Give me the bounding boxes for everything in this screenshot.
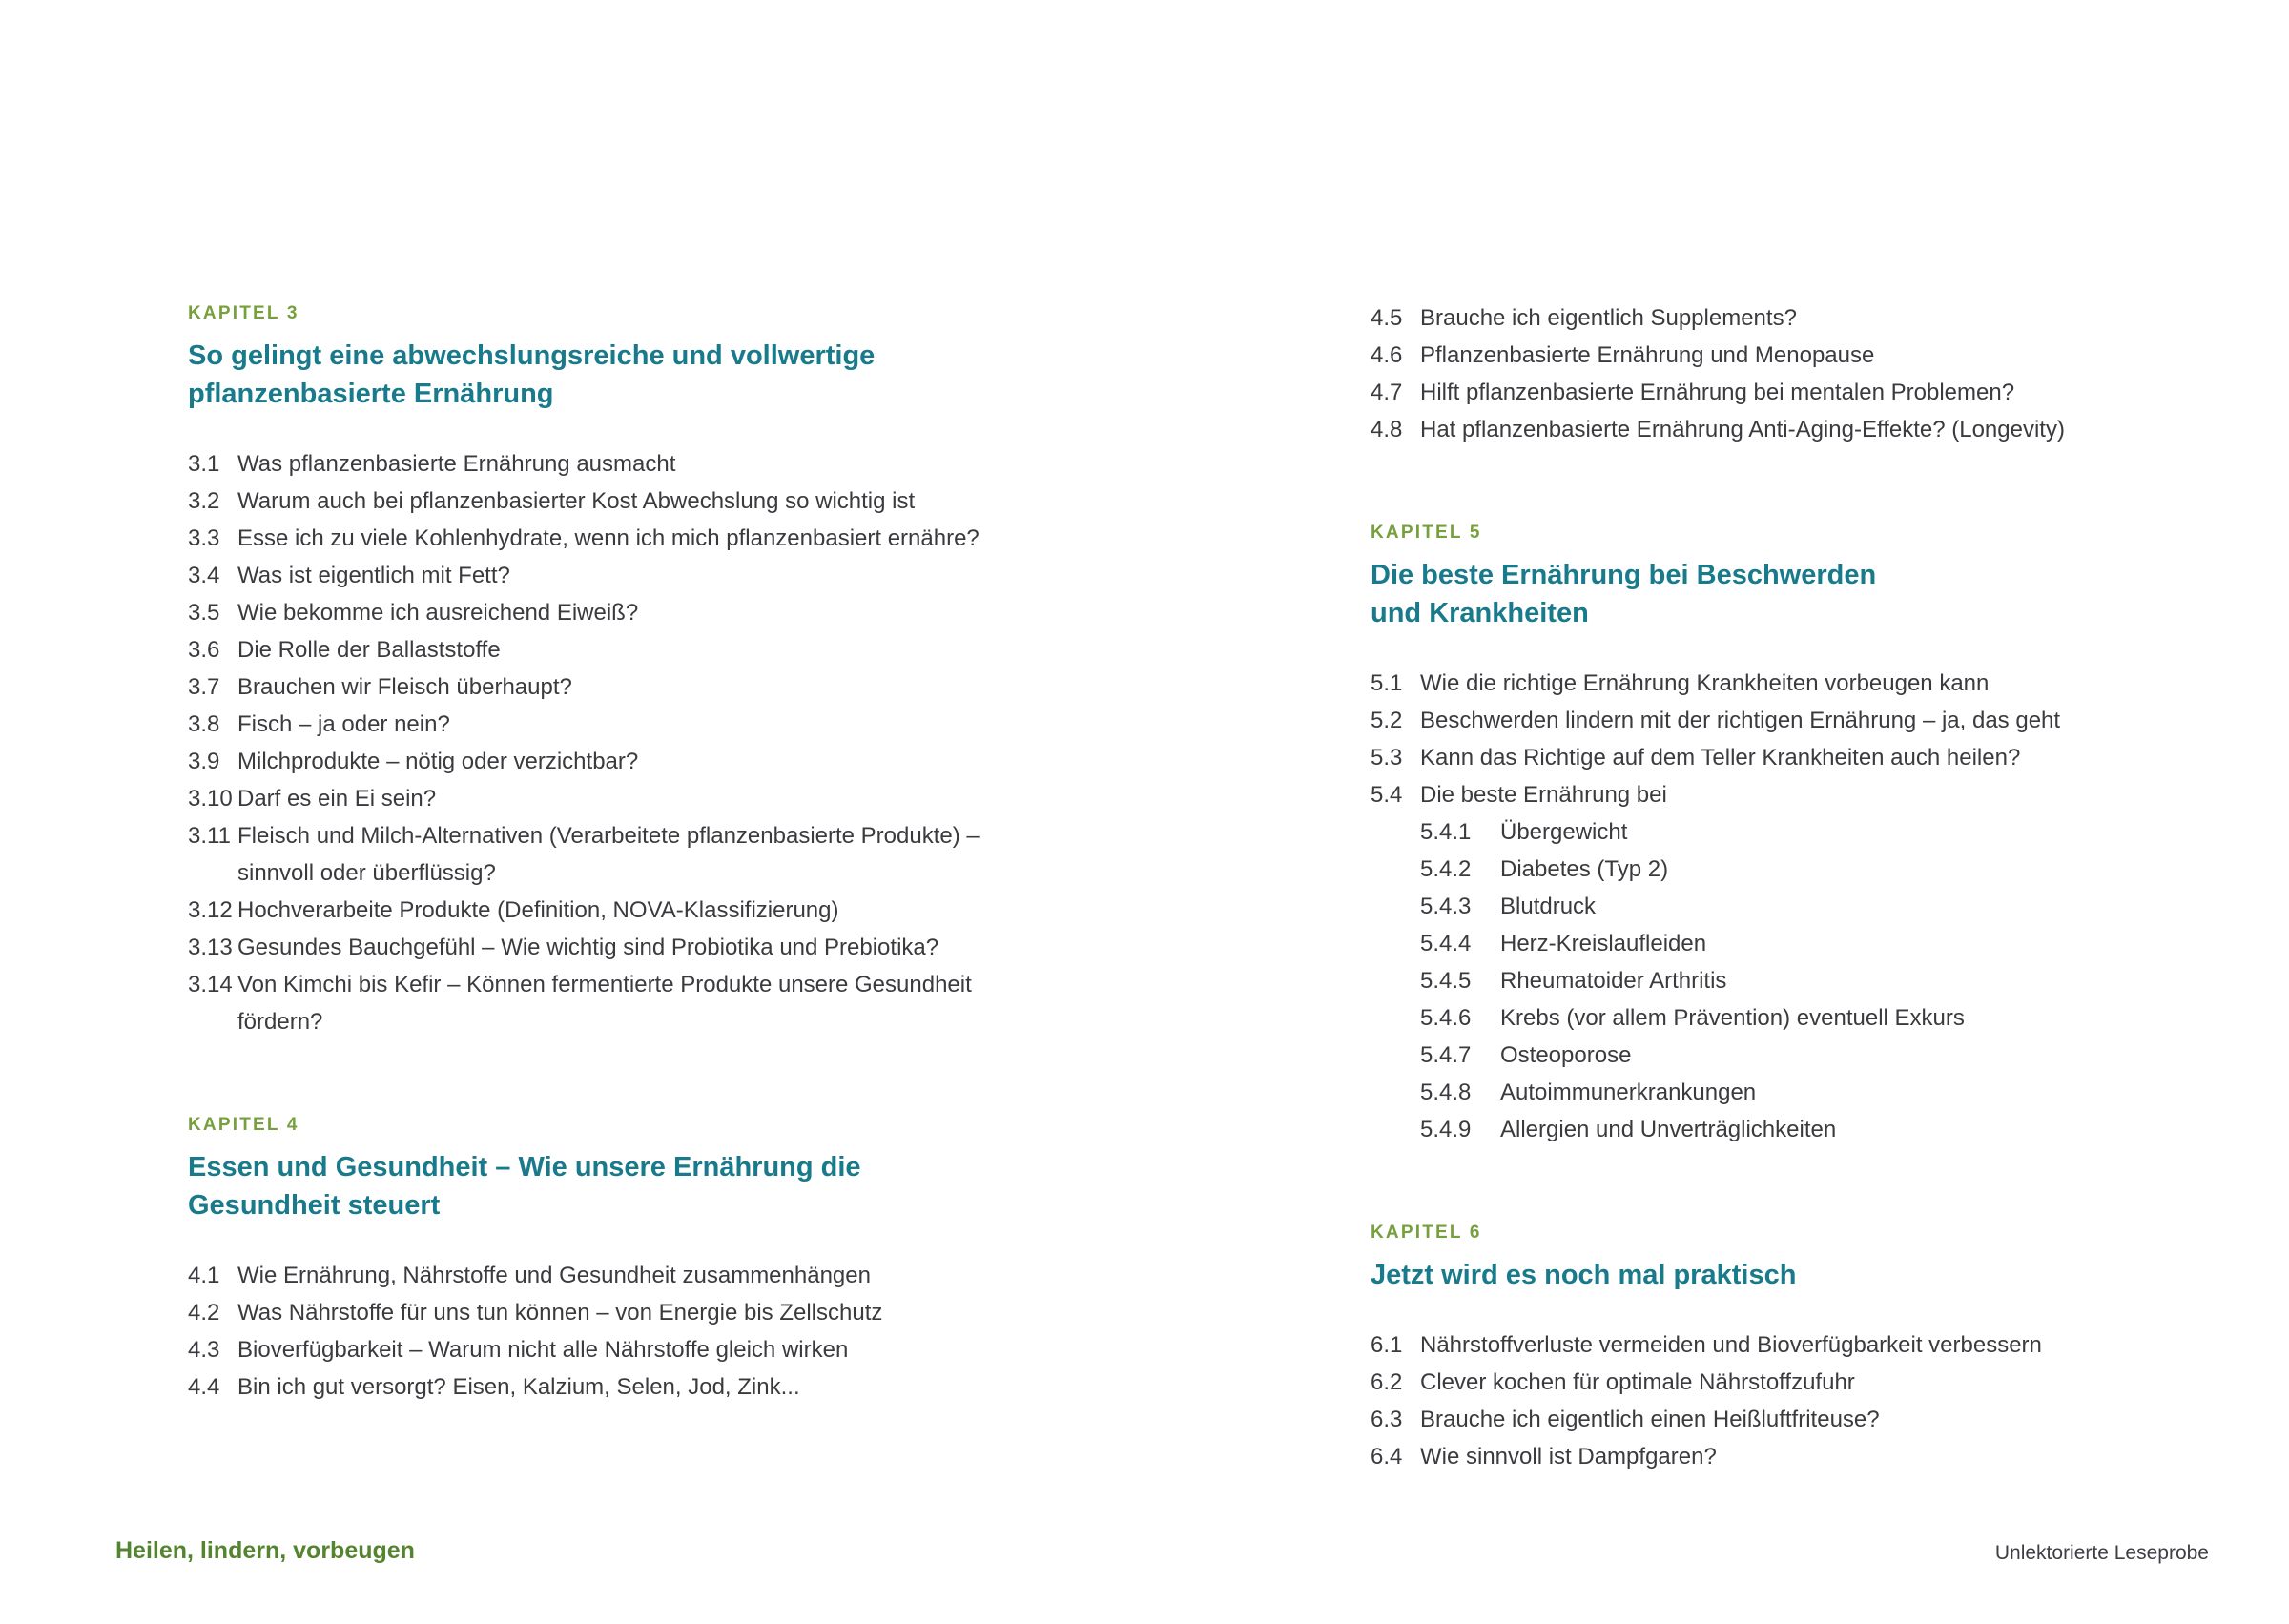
toc-item-text: Krebs (vor allem Prävention) eventuell Exkurs — [1500, 1005, 1965, 1031]
toc-item-text: Esse ich zu viele Kohlenhydrate, wenn ich mich pflanzenbasiert ernähre? — [237, 525, 980, 551]
toc-list — [188, 445, 983, 1040]
chapter-kapitel-label: KAPITEL 3 — [188, 303, 299, 323]
footer-tagline: Heilen, lindern, vorbeugen — [115, 1537, 415, 1564]
chapter-kapitel-label: KAPITEL 6 — [1371, 1223, 1482, 1243]
toc-item-number: 3.1 — [188, 451, 220, 477]
toc-item-text: Rheumatoider Arthritis — [1500, 968, 1727, 994]
chapter-title-line: pflanzenbasierte Ernährung — [188, 379, 554, 409]
toc-item-text: Pflanzenbasierte Ernährung und Menopause — [1420, 342, 1875, 368]
toc-item-text: Diabetes (Typ 2) — [1500, 856, 1669, 882]
toc-item-number: 5.4 — [1371, 782, 1403, 808]
toc-item-number: 5.4.2 — [1420, 856, 1472, 882]
toc-item — [188, 780, 983, 817]
toc-list — [1371, 665, 2134, 1148]
toc-item-text: Blutdruck — [1500, 894, 1597, 919]
toc-item — [188, 1368, 983, 1406]
toc-item-text: Herz-Kreislaufleiden — [1500, 931, 1707, 956]
toc-item — [188, 594, 983, 631]
chapter-title — [1371, 556, 2134, 632]
toc-item-number: 3.11 — [188, 823, 231, 849]
toc-item-text: Darf es ein Ei sein? — [237, 786, 437, 812]
toc-item-number: 4.1 — [188, 1263, 220, 1288]
toc-item — [1371, 962, 2134, 999]
toc-item — [1371, 999, 2134, 1037]
toc-item-text: Was ist eigentlich mit Fett? — [237, 563, 510, 588]
toc-item-text: Clever kochen für optimale Nährstoffzufuhr — [1420, 1369, 1855, 1395]
toc-item — [1371, 337, 2134, 374]
toc-item-text: Wie bekomme ich ausreichend Eiweiß? — [237, 600, 639, 626]
toc-item-number: 4.6 — [1371, 342, 1403, 368]
toc-list — [188, 1257, 983, 1406]
toc-item — [1371, 888, 2134, 925]
toc-item-text: Brauche ich eigentlich Supplements? — [1420, 305, 1797, 331]
toc-item-text: Was Nährstoffe für uns tun können – von Energie bis Zellschutz — [237, 1300, 883, 1326]
chapter-section — [1371, 519, 2134, 1148]
toc-item-number: 3.6 — [188, 637, 220, 663]
toc-list — [1371, 299, 2134, 448]
toc-item-text: Was pflanzenbasierte Ernährung ausmacht — [237, 451, 676, 477]
toc-item-text: Die beste Ernährung bei — [1420, 782, 1667, 808]
toc-item-number: 3.5 — [188, 600, 220, 626]
chapter-title-line: Gesundheit steuert — [188, 1190, 441, 1221]
toc-item — [1371, 813, 2134, 851]
toc-item — [1371, 411, 2134, 448]
toc-item — [188, 668, 983, 706]
toc-item-number: 5.4.8 — [1420, 1079, 1472, 1105]
toc-item-text: Brauche ich eigentlich einen Heißluftfriteuse? — [1420, 1407, 1880, 1432]
toc-item-text: Kann das Richtige auf dem Teller Krankheiten auch heilen? — [1420, 745, 2021, 771]
toc-item-text: Fleisch und Milch-Alternativen (Verarbeitete pflanzenbasierte Produkte) – sinnvoll oder überflüssig? — [237, 823, 980, 886]
toc-item-text: Bin ich gut versorgt? Eisen, Kalzium, Selen, Jod, Zink... — [237, 1374, 800, 1400]
chapter-title — [188, 1148, 983, 1224]
toc-item-number: 4.2 — [188, 1300, 220, 1326]
toc-item — [1371, 1401, 2134, 1438]
toc-item — [1371, 1074, 2134, 1111]
toc-item-text: Hat pflanzenbasierte Ernährung Anti-Aging-Effekte? (Longevity) — [1420, 417, 2065, 442]
toc-item — [188, 1294, 983, 1331]
toc-item — [1371, 702, 2134, 739]
toc-item-number: 5.4.3 — [1420, 894, 1472, 919]
chapter-title — [1371, 1256, 2134, 1294]
toc-item — [1371, 739, 2134, 776]
toc-item-text: Von Kimchi bis Kefir – Können fermentierte Produkte unsere Gesundheit fördern? — [237, 972, 972, 1035]
toc-item-number: 5.4.4 — [1420, 931, 1472, 956]
toc-item — [188, 1331, 983, 1368]
toc-item-number: 3.12 — [188, 897, 233, 923]
chapter-title-line: Jetzt wird es noch mal praktisch — [1371, 1260, 1797, 1290]
chapter-continuation-section — [1371, 299, 2134, 448]
toc-item-number: 3.7 — [188, 674, 220, 700]
chapter-section — [188, 1111, 983, 1406]
toc-item — [188, 445, 983, 483]
toc-item — [188, 706, 983, 743]
toc-item-number: 6.1 — [1371, 1332, 1403, 1358]
chapter-kapitel-label: KAPITEL 4 — [188, 1115, 299, 1135]
chapter-title-line: und Krankheiten — [1371, 598, 1589, 628]
toc-item-number: 6.2 — [1371, 1369, 1403, 1395]
toc-item-number: 5.4.1 — [1420, 819, 1472, 845]
toc-item — [1371, 851, 2134, 888]
toc-item-text: Hilft pflanzenbasierte Ernährung bei mentalen Problemen? — [1420, 380, 2015, 405]
toc-item-text: Osteoporose — [1500, 1042, 1632, 1068]
toc-item-number: 3.10 — [188, 786, 233, 812]
toc-item-text: Warum auch bei pflanzenbasierter Kost Abwechslung so wichtig ist — [237, 488, 916, 514]
toc-item-number: 3.14 — [188, 972, 233, 997]
toc-item-text: Nährstoffverluste vermeiden und Bioverfügbarkeit verbessern — [1420, 1332, 2042, 1358]
toc-item — [188, 557, 983, 594]
toc-item-text: Hochverarbeite Produkte (Definition, NOVA-Klassifizierung) — [237, 897, 839, 923]
toc-item-number: 3.9 — [188, 749, 220, 774]
toc-item-number: 5.4.5 — [1420, 968, 1472, 994]
toc-item-number: 5.4.7 — [1420, 1042, 1472, 1068]
toc-item — [188, 520, 983, 557]
toc-item — [188, 966, 983, 1040]
toc-item — [188, 892, 983, 929]
toc-item-number: 3.2 — [188, 488, 220, 514]
toc-item-text: Wie Ernährung, Nährstoffe und Gesundheit zusammenhängen — [237, 1263, 871, 1288]
toc-item-text: Beschwerden lindern mit der richtigen Ernährung – ja, das geht — [1420, 708, 2061, 733]
toc-column-right — [1371, 299, 2134, 1475]
toc-item — [188, 929, 983, 966]
toc-item — [1371, 1438, 2134, 1475]
toc-item-text: Allergien und Unverträglichkeiten — [1500, 1117, 1837, 1142]
toc-item-text: Gesundes Bauchgefühl – Wie wichtig sind Probiotika und Prebiotika? — [237, 935, 939, 960]
toc-item-number: 4.4 — [188, 1374, 220, 1400]
toc-item — [1371, 665, 2134, 702]
toc-item-text: Autoimmunerkrankungen — [1500, 1079, 1757, 1105]
toc-item — [188, 817, 983, 892]
toc-item-text: Brauchen wir Fleisch überhaupt? — [237, 674, 572, 700]
toc-item-number: 4.3 — [188, 1337, 220, 1363]
chapter-section — [1371, 1219, 2134, 1475]
chapter-kapitel-label: KAPITEL 5 — [1371, 523, 1482, 543]
toc-item — [1371, 1037, 2134, 1074]
toc-item-text: Bioverfügbarkeit – Warum nicht alle Nährstoffe gleich wirken — [237, 1337, 849, 1363]
toc-item-text: Wie sinnvoll ist Dampfgaren? — [1420, 1444, 1717, 1470]
toc-item — [1371, 776, 2134, 813]
toc-item-number: 5.4.9 — [1420, 1117, 1472, 1142]
chapter-title-line: Die beste Ernährung bei Beschwerden — [1371, 560, 1877, 590]
toc-item — [188, 743, 983, 780]
toc-item-number: 5.2 — [1371, 708, 1403, 733]
toc-item — [1371, 925, 2134, 962]
toc-item — [188, 1257, 983, 1294]
toc-item-number: 5.4.6 — [1420, 1005, 1472, 1031]
toc-item — [188, 483, 983, 520]
toc-item-number: 4.7 — [1371, 380, 1403, 405]
toc-list — [1371, 1326, 2134, 1475]
toc-item-number: 4.5 — [1371, 305, 1403, 331]
chapter-section — [188, 299, 983, 1040]
toc-item-number: 3.4 — [188, 563, 220, 588]
toc-item-text: Fisch – ja oder nein? — [237, 711, 450, 737]
toc-item-number: 6.4 — [1371, 1444, 1403, 1470]
toc-item-text: Milchprodukte – nötig oder verzichtbar? — [237, 749, 639, 774]
toc-item-number: 5.3 — [1371, 745, 1403, 771]
toc-item — [188, 631, 983, 668]
footer-proof-notice: Unlektorierte Leseprobe — [1994, 1542, 2209, 1564]
toc-item-number: 5.1 — [1371, 670, 1403, 696]
toc-item — [1371, 299, 2134, 337]
chapter-title — [188, 337, 983, 413]
toc-item-number: 3.8 — [188, 711, 220, 737]
toc-item-text: Die Rolle der Ballaststoffe — [237, 637, 501, 663]
toc-item — [1371, 1326, 2134, 1364]
toc-item-number: 3.13 — [188, 935, 233, 960]
toc-column-left — [188, 299, 983, 1406]
chapter-title-line: Essen und Gesundheit – Wie unsere Ernährung die — [188, 1152, 861, 1182]
toc-item-text: Wie die richtige Ernährung Krankheiten vorbeugen kann — [1420, 670, 1990, 696]
toc-item-number: 4.8 — [1371, 417, 1403, 442]
chapter-title-line: So gelingt eine abwechslungsreiche und vollwertige — [188, 340, 876, 371]
toc-item-number: 6.3 — [1371, 1407, 1403, 1432]
toc-item-text: Übergewicht — [1500, 819, 1628, 845]
toc-item — [1371, 1364, 2134, 1401]
toc-item — [1371, 374, 2134, 411]
toc-item-number: 3.3 — [188, 525, 220, 551]
toc-item — [1371, 1111, 2134, 1148]
